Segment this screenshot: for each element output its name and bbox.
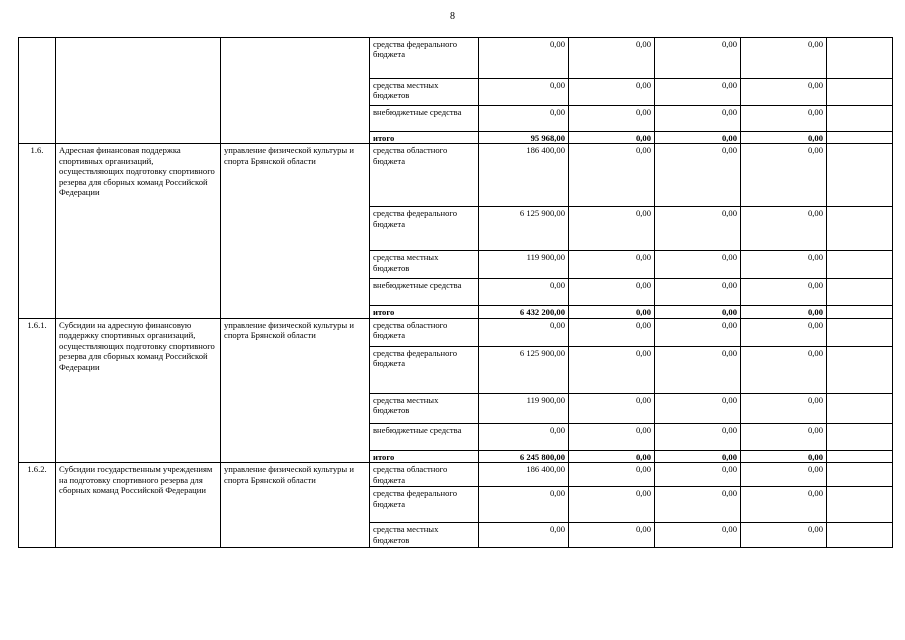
amount-cell: 0,00 [655,38,741,79]
empty-cell [827,144,893,207]
item-title: Адресная финансовая поддержка спортивных организаций, осуществляющих подготовку спортивного резерва для сборных команд Российской Федерации [56,144,221,318]
amount-cell: 0,00 [569,38,655,79]
amount-cell: 0,00 [569,450,655,462]
amount-cell: 0,00 [741,463,827,487]
amount-cell: 0,00 [741,423,827,450]
amount-cell: 0,00 [479,279,569,306]
amount-cell: 0,00 [569,306,655,318]
table-row [19,463,893,487]
empty-cell [827,423,893,450]
amount-cell: 0,00 [741,251,827,279]
amount-cell: 0,00 [741,106,827,132]
funding-source: средства местных бюджетов [370,79,479,106]
amount-cell: 0,00 [655,463,741,487]
amount-cell: 0,00 [569,132,655,144]
empty-cell [827,306,893,318]
amount-cell: 0,00 [741,346,827,393]
amount-cell: 6 125 900,00 [479,346,569,393]
amount-cell: 119 900,00 [479,393,569,423]
amount-cell: 0,00 [655,144,741,207]
empty-cell [827,346,893,393]
page-number: 8 [450,11,455,22]
amount-cell: 0,00 [569,144,655,207]
amount-cell: 186 400,00 [479,144,569,207]
amount-cell: 0,00 [569,106,655,132]
amount-cell: 0,00 [569,487,655,523]
item-number: 1.6.1. [19,318,56,462]
empty-cell [827,79,893,106]
amount-cell: 6 245 800,00 [479,450,569,462]
amount-cell: 119 900,00 [479,251,569,279]
amount-cell: 0,00 [655,346,741,393]
amount-cell: 0,00 [655,318,741,346]
amount-cell: 0,00 [655,393,741,423]
funding-source: средства областного бюджета [370,318,479,346]
amount-cell: 0,00 [569,318,655,346]
amount-cell: 0,00 [741,279,827,306]
amount-cell: 0,00 [741,207,827,251]
item-title: Субсидии на адресную финансовую поддержку спортивных организаций, осуществляющих подготовку спортивного резерва для сборных команд Российской Федерации [56,318,221,462]
amount-cell: 0,00 [655,523,741,548]
amount-cell: 0,00 [655,106,741,132]
amount-cell: 0,00 [569,207,655,251]
empty-cell [827,251,893,279]
funding-source: средства федерального бюджета [370,38,479,79]
funding-source: внебюджетные средства [370,106,479,132]
item-number: 1.6.2. [19,463,56,548]
item-title [56,38,221,144]
empty-cell [827,463,893,487]
total-label: итого [370,306,479,318]
total-label: итого [370,450,479,462]
amount-cell: 6 125 900,00 [479,207,569,251]
total-label: итого [370,132,479,144]
amount-cell: 0,00 [479,38,569,79]
funding-source: средства местных бюджетов [370,251,479,279]
item-number: 1.6. [19,144,56,318]
empty-cell [827,132,893,144]
funding-source: средства областного бюджета [370,144,479,207]
amount-cell: 0,00 [479,318,569,346]
table-row [19,318,893,346]
funding-source: средства местных бюджетов [370,393,479,423]
funding-source: средства федерального бюджета [370,207,479,251]
amount-cell: 0,00 [741,79,827,106]
item-executor: управление физической культуры и спорта Брянской области [221,318,370,462]
amount-cell: 0,00 [479,487,569,523]
amount-cell: 0,00 [479,79,569,106]
amount-cell: 0,00 [741,38,827,79]
amount-cell: 0,00 [741,306,827,318]
amount-cell: 0,00 [569,463,655,487]
item-executor [221,38,370,144]
amount-cell: 0,00 [569,423,655,450]
amount-cell: 0,00 [655,487,741,523]
item-executor: управление физической культуры и спорта Брянской области [221,463,370,548]
amount-cell: 0,00 [741,132,827,144]
item-executor: управление физической культуры и спорта Брянской области [221,144,370,318]
item-number [19,38,56,144]
empty-cell [827,106,893,132]
amount-cell: 0,00 [655,251,741,279]
table-row [19,144,893,207]
amount-cell: 6 432 200,00 [479,306,569,318]
amount-cell: 0,00 [655,279,741,306]
amount-cell: 95 968,00 [479,132,569,144]
amount-cell: 0,00 [741,487,827,523]
funding-source: внебюджетные средства [370,279,479,306]
amount-cell: 0,00 [655,207,741,251]
funding-source: средства федерального бюджета [370,487,479,523]
funding-source: внебюджетные средства [370,423,479,450]
amount-cell: 0,00 [569,393,655,423]
amount-cell: 0,00 [569,279,655,306]
amount-cell: 0,00 [479,523,569,548]
table-row [19,38,893,79]
amount-cell: 0,00 [741,523,827,548]
amount-cell: 0,00 [479,423,569,450]
amount-cell: 0,00 [569,523,655,548]
amount-cell: 0,00 [655,79,741,106]
amount-cell: 0,00 [479,106,569,132]
empty-cell [827,487,893,523]
empty-cell [827,450,893,462]
amount-cell: 0,00 [655,450,741,462]
amount-cell: 186 400,00 [479,463,569,487]
amount-cell: 0,00 [655,306,741,318]
amount-cell: 0,00 [569,79,655,106]
amount-cell: 0,00 [741,318,827,346]
funding-source: средства федерального бюджета [370,346,479,393]
empty-cell [827,523,893,548]
amount-cell: 0,00 [569,251,655,279]
amount-cell: 0,00 [655,132,741,144]
empty-cell [827,207,893,251]
amount-cell: 0,00 [741,144,827,207]
empty-cell [827,318,893,346]
funding-source: средства местных бюджетов [370,523,479,548]
funding-source: средства областного бюджета [370,463,479,487]
empty-cell [827,393,893,423]
amount-cell: 0,00 [741,393,827,423]
amount-cell: 0,00 [655,423,741,450]
empty-cell [827,279,893,306]
item-title: Субсидии государственным учреждениям на подготовку спортивного резерва для сборных команд Российской Федерации [56,463,221,548]
amount-cell: 0,00 [569,346,655,393]
empty-cell [827,38,893,79]
amount-cell: 0,00 [741,450,827,462]
funding-table [18,37,893,548]
